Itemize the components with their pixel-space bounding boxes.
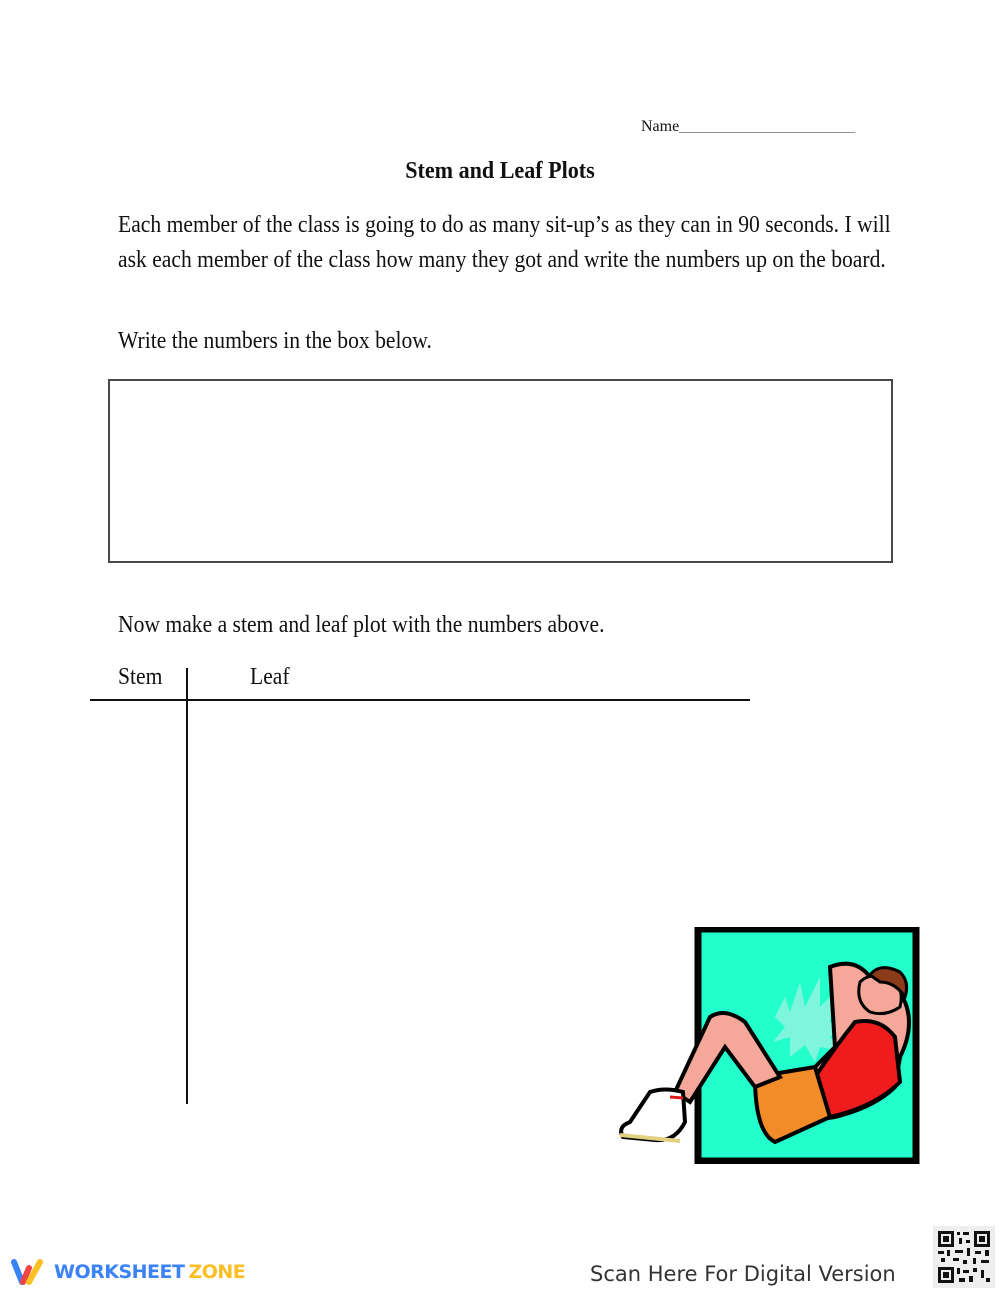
stem-header: Stem <box>118 664 163 690</box>
name-blank-line[interactable]: ______________________ <box>679 118 856 135</box>
numbers-answer-box[interactable] <box>108 379 893 563</box>
logo-text <box>54 1261 245 1283</box>
leaf-header: Leaf <box>250 664 290 690</box>
logo-text-worksheet: WORKSHEET <box>54 1261 185 1283</box>
name-field[interactable] <box>641 118 855 136</box>
worksheetzone-logo-icon <box>10 1258 48 1286</box>
plot-horizontal-rule <box>90 699 750 701</box>
name-label: Name <box>641 118 680 135</box>
intro-paragraph: Each member of the class is going to do as many sit-up’s as they can in 90 seconds. I will ask each member of the class how many they got and write the numbers up on the board. <box>118 212 891 273</box>
qr-code-icon[interactable] <box>933 1226 995 1288</box>
worksheetzone-logo[interactable] <box>10 1258 245 1286</box>
box-instruction: Write the numbers in the box below. <box>118 328 432 354</box>
logo-text-zone: ZONE <box>188 1261 246 1283</box>
plot-instruction: Now make a stem and leaf plot with the numbers above. <box>118 612 605 638</box>
worksheet-title: Stem and Leaf Plots <box>405 158 595 184</box>
scan-caption: Scan Here For Digital Version <box>590 1262 896 1286</box>
situp-illustration <box>615 927 920 1164</box>
